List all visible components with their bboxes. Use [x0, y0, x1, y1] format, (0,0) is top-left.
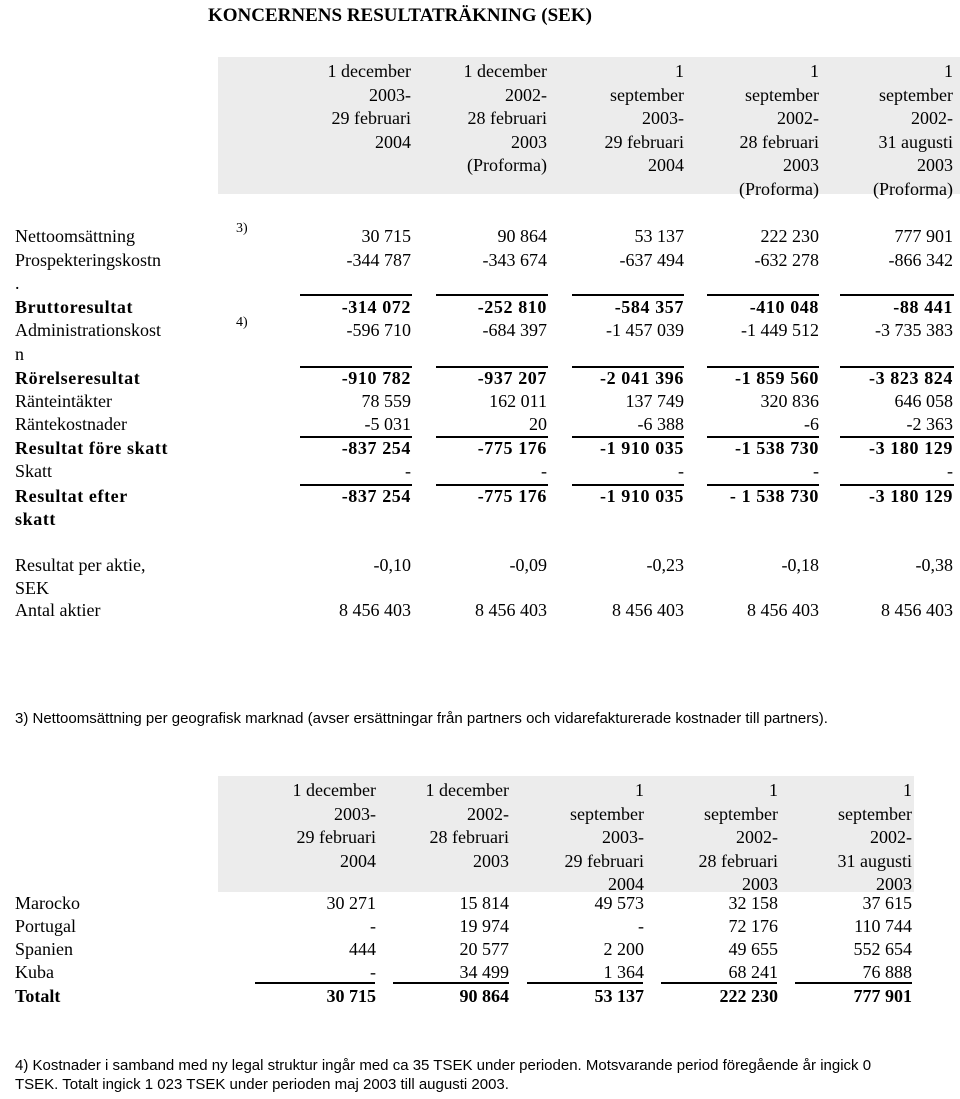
- cell: -3 823 824: [869, 368, 953, 388]
- geo-header-col-1: 1 december 2003- 29 februari 2004: [292, 780, 376, 871]
- table-row: [0, 221, 960, 248]
- cell: -596 710: [346, 320, 411, 340]
- cell: 222 230: [719, 986, 778, 1006]
- row-label: SEK: [15, 578, 50, 598]
- table-row: [0, 507, 960, 531]
- cell: 30 715: [361, 226, 411, 246]
- row-label: Portugal: [15, 916, 76, 936]
- cell: -1 457 039: [606, 320, 684, 340]
- cell: -: [370, 916, 376, 936]
- income-header-col-3: 1 september 2003- 29 februari 2004: [604, 61, 684, 175]
- cell: 162 011: [489, 391, 547, 411]
- row-label: Ränteintäkter: [15, 391, 112, 411]
- cell: -1 538 730: [735, 438, 819, 458]
- cell: 2 200: [603, 939, 644, 959]
- row-label: Resultat efter: [15, 486, 128, 506]
- cell: -0,10: [373, 555, 411, 575]
- cell: 137 749: [625, 391, 684, 411]
- cell: 90 864: [459, 986, 509, 1006]
- cell: -1 910 035: [600, 438, 684, 458]
- cell: 552 654: [853, 939, 912, 959]
- table-row: [0, 984, 960, 1008]
- table-row: [0, 937, 960, 961]
- cell: 49 655: [728, 939, 778, 959]
- cell: - 1 538 730: [729, 486, 819, 506]
- cell: -: [638, 916, 644, 936]
- cell: -410 048: [749, 297, 819, 317]
- table-row: [0, 248, 960, 272]
- cell: -: [541, 461, 547, 481]
- cell: 8 456 403: [475, 600, 547, 620]
- cell: -: [678, 461, 684, 481]
- table-row: [0, 315, 960, 342]
- cell: -1 859 560: [735, 368, 819, 388]
- row-label: Prospekteringskostn: [15, 250, 161, 270]
- geo-header-col-5: 1 september 2002- 31 augusti 2003: [837, 780, 912, 894]
- cell: -632 278: [754, 250, 819, 270]
- table-row: [0, 342, 960, 366]
- table-row: [0, 553, 960, 577]
- row-label: Räntekostnader: [15, 414, 127, 434]
- row-label: Marocko: [15, 893, 80, 913]
- row-label: .: [15, 273, 20, 293]
- cell: 1 364: [603, 962, 644, 982]
- cell: -0,09: [509, 555, 547, 575]
- row-label: Resultat per aktie,: [15, 555, 146, 575]
- cell: -866 342: [888, 250, 953, 270]
- cell: 78 559: [361, 391, 411, 411]
- table-row: [0, 960, 960, 984]
- row-label: Nettoomsättning: [15, 226, 135, 246]
- table-row: [0, 412, 960, 436]
- cell: 777 901: [853, 986, 912, 1006]
- row-label: Administrationskost: [15, 320, 162, 340]
- cell: 76 888: [862, 962, 912, 982]
- income-header-col-1: 1 december 2003- 29 februari 2004: [327, 61, 411, 152]
- cell: -344 787: [346, 250, 411, 270]
- cell: -775 176: [477, 486, 547, 506]
- geo-header-col-4: 1 september 2002- 28 februari 2003: [698, 780, 778, 894]
- page-title: KONCERNENS RESULTATRÄKNING (SEK): [208, 5, 592, 26]
- table-row: [0, 295, 960, 319]
- cell: -: [813, 461, 819, 481]
- cell: 222 230: [760, 226, 819, 246]
- cell: 110 744: [854, 916, 912, 936]
- cell: 90 864: [497, 226, 547, 246]
- cell: -343 674: [482, 250, 547, 270]
- row-label: Antal aktier: [15, 600, 101, 620]
- table-row: [0, 576, 960, 600]
- cell: -937 207: [477, 368, 547, 388]
- cell: -910 782: [341, 368, 411, 388]
- table-row: [0, 389, 960, 413]
- cell: -0,23: [646, 555, 684, 575]
- row-label: Kuba: [15, 962, 54, 982]
- cell: 49 573: [594, 893, 644, 913]
- cell: -5 031: [364, 414, 411, 434]
- cell: -3 735 383: [875, 320, 953, 340]
- cell: -88 441: [893, 297, 953, 317]
- income-header-col-4: 1 september 2002- 28 februari 2003 (Proforma): [739, 61, 819, 199]
- cell: 8 456 403: [881, 600, 953, 620]
- income-header-col-2: 1 december 2002- 28 februari 2003 (Proforma): [463, 61, 547, 175]
- row-label: Totalt: [15, 986, 61, 1006]
- cell: 37 615: [862, 893, 912, 913]
- income-header-col-5: 1 september 2002- 31 augusti 2003 (Proforma): [873, 61, 953, 199]
- cell: -: [405, 461, 411, 481]
- cell: -6: [804, 414, 819, 434]
- cell: 8 456 403: [339, 600, 411, 620]
- cell: 8 456 403: [612, 600, 684, 620]
- table-row: [0, 484, 960, 508]
- cell: 20: [529, 414, 547, 434]
- table-row: [0, 436, 960, 460]
- cell: -314 072: [341, 297, 411, 317]
- cell: -2 041 396: [600, 368, 684, 388]
- table-row: [0, 598, 960, 622]
- cell: 444: [349, 939, 376, 959]
- cell: 646 058: [894, 391, 953, 411]
- row-label: skatt: [15, 509, 57, 529]
- cell: -1 910 035: [600, 486, 684, 506]
- row-label: Spanien: [15, 939, 73, 959]
- cell: 777 901: [894, 226, 953, 246]
- cell: -1 449 512: [741, 320, 819, 340]
- cell: -637 494: [619, 250, 684, 270]
- table-row: [0, 366, 960, 390]
- cell: -837 254: [341, 486, 411, 506]
- cell: -6 388: [637, 414, 684, 434]
- cell: -775 176: [477, 438, 547, 458]
- cell: 20 577: [459, 939, 509, 959]
- table-row: [0, 459, 960, 483]
- cell: -252 810: [477, 297, 547, 317]
- geo-header-col-3: 1 september 2003- 29 februari 2004: [564, 780, 644, 894]
- cell: -0,18: [781, 555, 819, 575]
- cell: -3 180 129: [869, 486, 953, 506]
- cell: -2 363: [906, 414, 953, 434]
- row-label: Resultat före skatt: [15, 438, 169, 458]
- cell: 320 836: [760, 391, 819, 411]
- row-label: Skatt: [15, 461, 53, 481]
- cell: 53 137: [634, 226, 684, 246]
- cell: 8 456 403: [747, 600, 819, 620]
- table-row: [0, 891, 960, 915]
- cell: 32 158: [728, 893, 778, 913]
- geo-header-col-2: 1 december 2002- 28 februari 2003: [425, 780, 509, 871]
- footnote-3: 3) Nettoomsättning per geografisk marknad (avser ersättningar från partners och vidarefakturerade kostnader till partners).: [15, 710, 828, 727]
- note-ref: 4): [236, 315, 248, 330]
- cell: 15 814: [459, 893, 509, 913]
- row-label: Bruttoresultat: [15, 297, 134, 317]
- footnote-4: 4) Kostnader i samband med ny legal struktur ingår med ca 35 TSEK under perioden. Motsvarande period föregående år ingick 0 TSEK. Totalt ingick 1 023 TSEK under perioden maj 2003 till augusti 2003.: [15, 1057, 872, 1093]
- cell: -: [370, 962, 376, 982]
- table-row: [0, 914, 960, 938]
- cell: 72 176: [728, 916, 778, 936]
- cell: 30 271: [326, 893, 376, 913]
- cell: 53 137: [594, 986, 644, 1006]
- cell: -837 254: [341, 438, 411, 458]
- cell: 30 715: [326, 986, 376, 1006]
- table-row: [0, 271, 960, 295]
- cell: -3 180 129: [869, 438, 953, 458]
- cell: 19 974: [459, 916, 509, 936]
- row-label: n: [15, 344, 24, 364]
- row-label: Rörelseresultat: [15, 368, 141, 388]
- cell: -684 397: [482, 320, 547, 340]
- note-ref: 3): [236, 221, 248, 236]
- cell: 68 241: [728, 962, 778, 982]
- cell: -584 357: [614, 297, 684, 317]
- cell: 34 499: [459, 962, 509, 982]
- cell: -0,38: [915, 555, 953, 575]
- cell: -: [947, 461, 953, 481]
